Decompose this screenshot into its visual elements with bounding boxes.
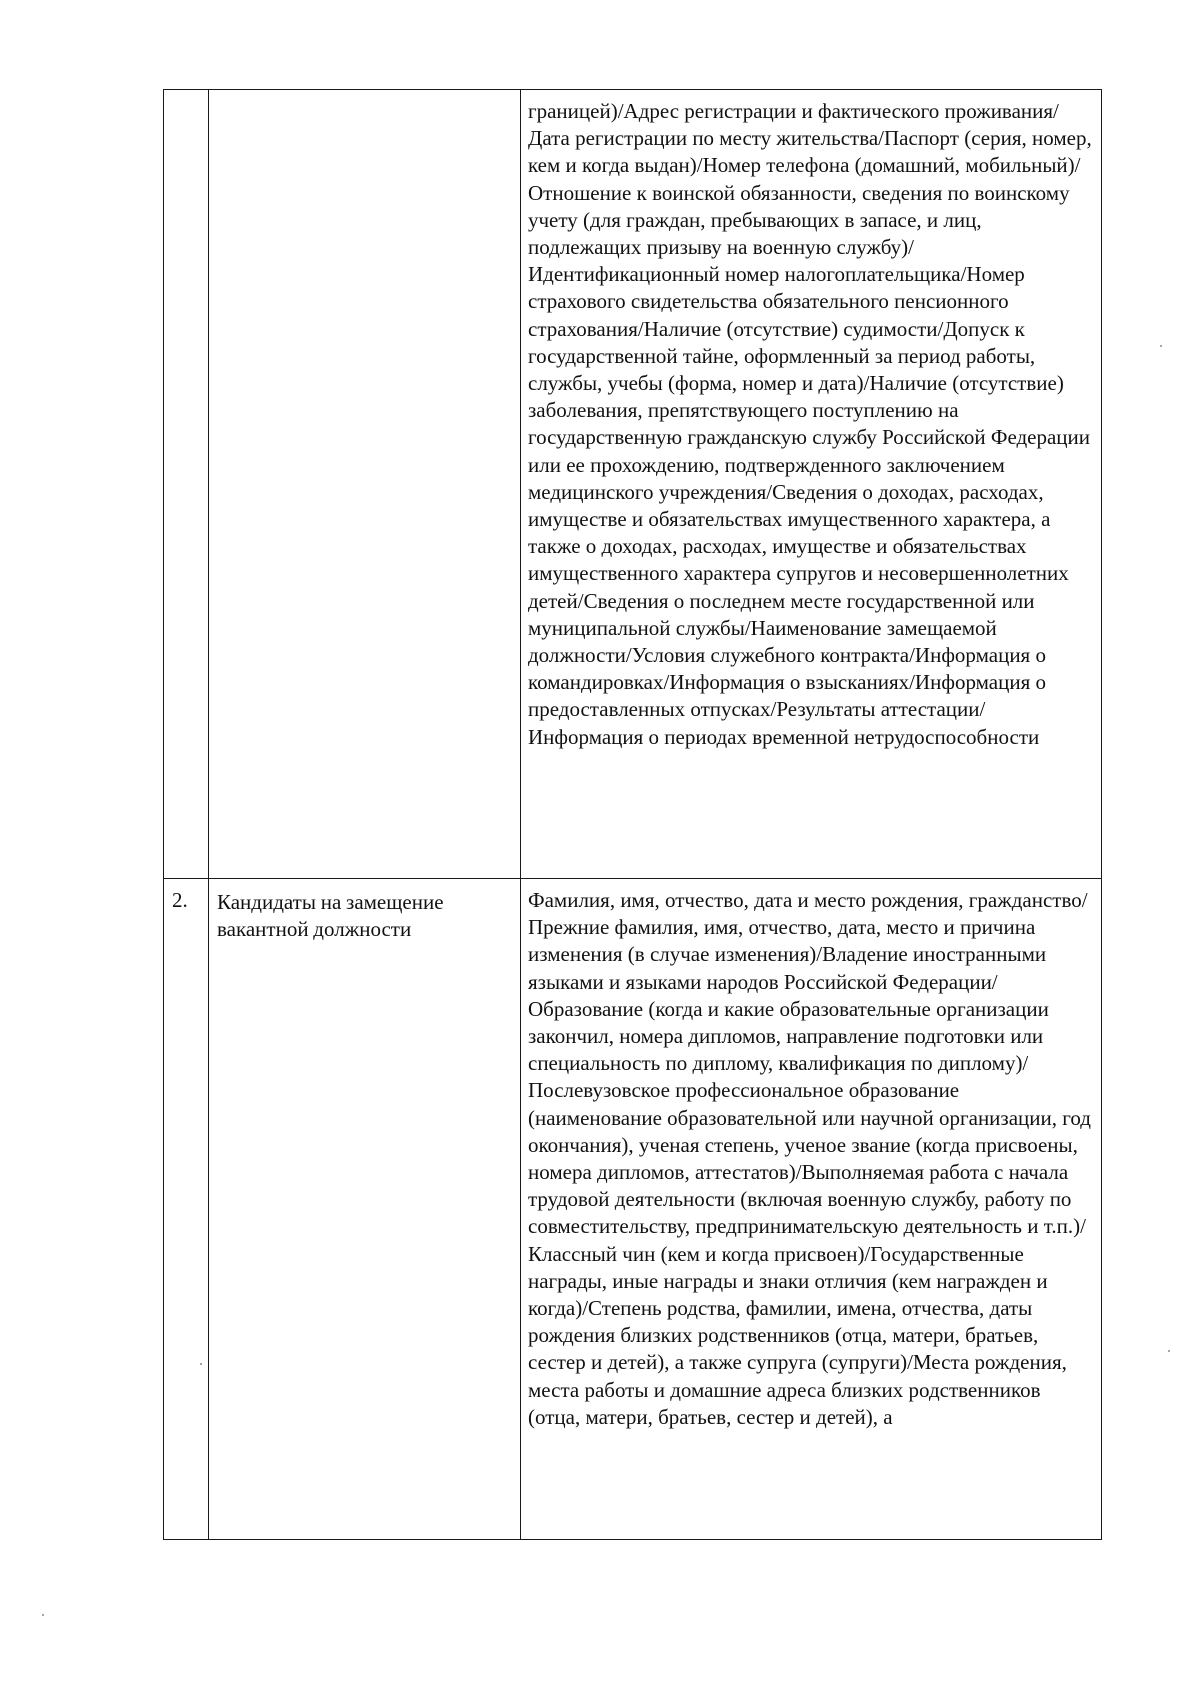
scan-speck: [42, 1614, 44, 1616]
row-number-cell: [164, 90, 209, 879]
subject-category: Кандидаты на замещение вакантной должности: [217, 890, 444, 942]
row-number: [164, 90, 208, 98]
subject-category-cell: [209, 879, 521, 1540]
row-number-cell: [164, 879, 209, 1540]
scan-speck: [200, 1363, 202, 1365]
table-row: [164, 90, 1102, 879]
personal-data-table: [163, 89, 1102, 1540]
row-number: 2.: [172, 888, 188, 912]
personal-data-list: границей)/Адрес регистрации и фактического проживания/Дата регистрации по месту жительства/Паспорт (серия, номер, кем и когда выдан)/Номер телефона (домашний, мобильный)/Отношение к воинской обязанности, сведения по воинскому учету (для граждан, пребывающих в запасе, и лиц, подлежащих призыву на военную службу)/Идентификационный номер налогоплательщика/Номер страхового свидетельства обязательного пенсионного страхования/Наличие (отсутствие) судимости/Допуск к государственной тайне, оформленный за период работы, службы, учебы (форма, номер и дата)/Наличие (отсутствие) заболевания, препятствующего поступлению на государственную гражданскую службу Российской Федерации или ее прохождению, подтвержденного заключением медицинского учреждения/Сведения о доходах, расходах, имуществе и обязательствах имущественного характера, а также о доходах, расходах, имуществе и обязательствах имущественного характера супругов и несовершеннолетних детей/Сведения о последнем месте государственной или муниципальной службы/Наименование замещаемой должности/Условия служебного контракта/Информация о командировках/Информация о взысканиях/Информация о предоставленных отпусках/Результаты аттестации/Информация о периодах временной нетрудоспособности: [528, 99, 1092, 749]
personal-data-list: Фамилия, имя, отчество, дата и место рождения, гражданство/Прежние фамилия, имя, отчество, дата, место и причина изменения (в случае изменения)/Владение иностранными языками и языками народов Российской Федерации/Образование (когда и какие образовательные организации закончил, номера дипломов, направление подготовки или специальность по диплому, квалификация по диплому)/Послевузовское профессиональное образование (наименование образовательной или научной организации, год окончания), ученая степень, ученое звание (когда присвоены, номера дипломов, аттестатов)/Выполняемая работа с начала трудовой деятельности (включая военную службу, работу по совместительству, предпринимательскую деятельность и т.п.)/Классный чин (кем и когда присвоен)/Государственные награды, иные награды и знаки отличия (кем награжден и когда)/Степень родства, фамилии, имена, отчества, даты рождения близких родственников (отца, матери, братьев, сестер и детей), а также супруга (супруги)/Места рождения, места работы и домашние адреса близких родственников (отца, матери, братьев, сестер и детей), а: [528, 888, 1091, 1429]
subject-category-cell: [209, 90, 521, 879]
personal-data-list-cell: [521, 90, 1102, 879]
scan-speck: [1168, 1350, 1170, 1352]
subject-category: [209, 90, 520, 102]
personal-data-list-cell: [521, 879, 1102, 1540]
scan-speck: [1160, 345, 1162, 347]
table-row: [164, 879, 1102, 1540]
